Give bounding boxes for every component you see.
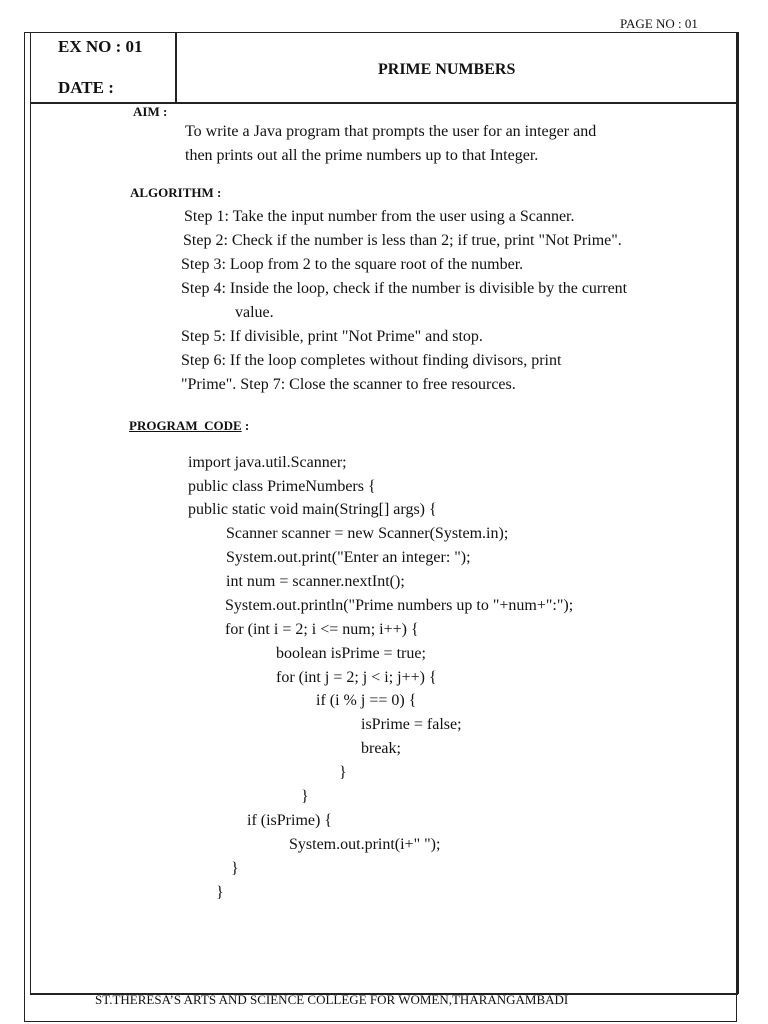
code-line: if (i % j == 0) { xyxy=(316,692,417,709)
algorithm-step: value. xyxy=(235,304,274,321)
code-line: } xyxy=(339,764,347,781)
code-line: public class PrimeNumbers { xyxy=(188,478,376,495)
algorithm-step: Step 6: If the loop completes without finding divisors, print xyxy=(181,352,562,369)
footer-college-name: ST.THERESA’S ARTS AND SCIENCE COLLEGE FOR WOMEN,THARANGAMBADI xyxy=(95,992,569,1007)
code-line: if (isPrime) { xyxy=(247,812,332,829)
aim-line: then prints out all the prime numbers up to that Integer. xyxy=(185,147,539,164)
algorithm-heading: ALGORITHM : xyxy=(130,185,222,200)
code-line: for (int i = 2; i <= num; i++) { xyxy=(225,621,419,638)
code-line: System.out.println("Prime numbers up to "+num+":"); xyxy=(225,597,574,614)
code-line: } xyxy=(216,884,224,901)
code-line: System.out.print("Enter an integer: "); xyxy=(226,549,471,566)
code-line: public static void main(String[] args) { xyxy=(188,501,437,518)
program-code-heading-colon: : xyxy=(241,418,250,433)
date-label: DATE : xyxy=(58,78,114,97)
algorithm-step: Step 5: If divisible, print "Not Prime" and stop. xyxy=(181,328,483,345)
code-line: isPrime = false; xyxy=(361,716,462,733)
aim-line: To write a Java program that prompts the user for an integer and xyxy=(185,123,597,140)
inner-border-right xyxy=(737,32,739,994)
code-line: System.out.print(i+" "); xyxy=(289,836,441,853)
program-code-heading-text: PROGRAM CODE xyxy=(129,418,242,433)
code-line: } xyxy=(301,788,309,805)
program-code-heading xyxy=(129,418,249,434)
header-column-divider xyxy=(175,32,177,102)
code-line: boolean isPrime = true; xyxy=(276,645,426,662)
code-line: for (int j = 2; j < i; j++) { xyxy=(276,669,437,686)
algorithm-step: Step 4: Inside the loop, check if the number is divisible by the current xyxy=(181,280,628,297)
exercise-number: EX NO : 01 xyxy=(58,37,143,56)
inner-border-left xyxy=(30,32,31,993)
algorithm-step: Step 2: Check if the number is less than 2; if true, print "Not Prime". xyxy=(183,232,622,249)
code-line: import java.util.Scanner; xyxy=(188,454,347,471)
code-line: } xyxy=(231,860,239,877)
code-line: Scanner scanner = new Scanner(System.in); xyxy=(226,525,509,542)
code-line: break; xyxy=(361,740,401,757)
page-number: PAGE NO : 01 xyxy=(620,16,698,31)
page-title: PRIME NUMBERS xyxy=(378,61,516,78)
aim-heading: AIM : xyxy=(133,104,168,119)
algorithm-step: "Prime". Step 7: Close the scanner to free resources. xyxy=(181,376,516,393)
algorithm-step: Step 1: Take the input number from the user using a Scanner. xyxy=(184,208,575,225)
code-line: int num = scanner.nextInt(); xyxy=(226,573,405,590)
algorithm-step: Step 3: Loop from 2 to the square root of the number. xyxy=(181,256,524,273)
